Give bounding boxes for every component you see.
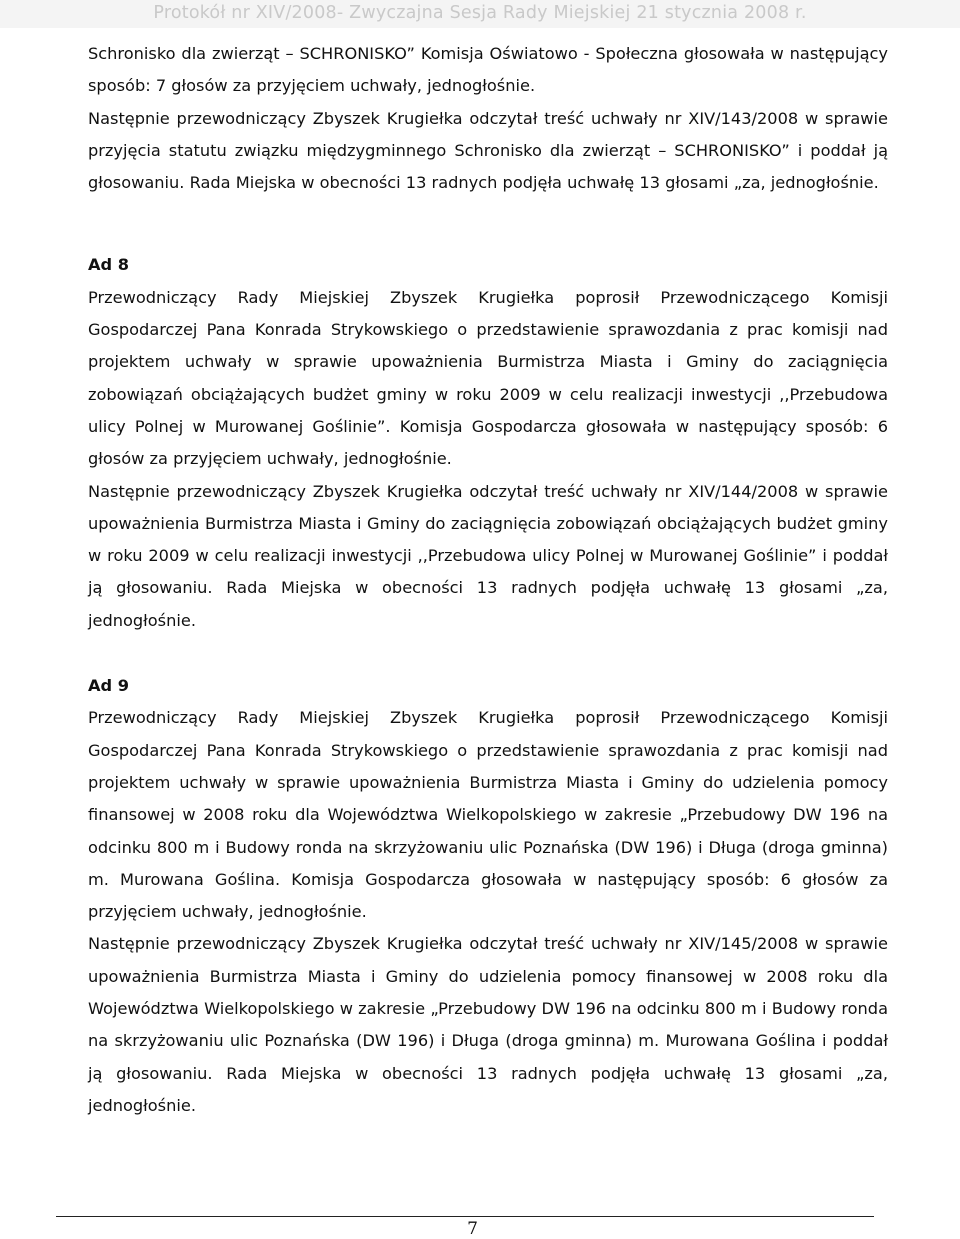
footer-divider (56, 1216, 874, 1217)
document-body (88, 38, 888, 1122)
paragraph: Następnie przewodniczący Zbyszek Krugiełka odczytał treść uchwały nr XIV/145/2008 w sprawie upoważnienia Burmistrza Miasta i Gminy do udzielenia pomocy finansowej w 2008 roku dla Województwa Wielkopolskiego w zakresie „Przebudowy DW 196 na odcinku 800 m i Budowy ronda na skrzyżowaniu ulic Poznańska (DW 196) i Długa (droga gminna) m. Murowana Goślina i poddał ją głosowaniu. Rada Miejska w obecności 13 radnych podjęła uchwałę 13 głosami „za, jednogłośnie. (88, 934, 888, 1115)
paragraph: Następnie przewodniczący Zbyszek Krugiełka odczytał treść uchwały nr XIV/144/2008 w sprawie upoważnienia Burmistrza Miasta i Gminy do zaciągnięcia zobowiązań obciążających budżet gminy w roku 2009 w celu realizacji inwestycji ,,Przebudowa ulicy Polnej w Murowanej Goślinie” i poddał ją głosowaniu. Rada Miejska w obecności 13 radnych podjęła uchwałę 13 głosami „za, jednogłośnie. (88, 481, 888, 630)
paragraph: Przewodniczący Rady Miejskiej Zbyszek Krugiełka poprosił Przewodniczącego Komisji Gospodarczej Pana Konrada Strykowskiego o przedstawienie sprawozdania z prac komisji nad projektem uchwały w sprawie upoważnienia Burmistrza Miasta i Gminy do udzielenia pomocy finansowej w 2008 roku dla Województwa Wielkopolskiego w zakresie „Przebudowy DW 196 na odcinku 800 m i Budowy ronda na skrzyżowaniu ulic Poznańska (DW 196) i Długa (droga gminna) m. Murowana Goślina. Komisja Gospodarcza głosowała w następujący sposób: 6 głosów za przyjęciem uchwały, jednogłośnie. (88, 708, 888, 922)
page-header (0, 0, 960, 28)
page-number: 7 (467, 1219, 478, 1239)
header-title: Protokół nr XIV/2008- Zwyczajna Sesja Rady Miejskiej 21 stycznia 2008 r. (153, 3, 807, 23)
section-heading-ad-9: Ad 9 (88, 676, 130, 696)
paragraph: Schronisko dla zwierząt – SCHRONISKO” Komisja Oświatowo - Społeczna głosowała w następujący sposób: 7 głosów za przyjęciem uchwały, jednogłośnie. (88, 44, 888, 96)
paragraph: Następnie przewodniczący Zbyszek Krugiełka odczytał treść uchwały nr XIV/143/2008 w sprawie przyjęcia statutu związku międzygminnego Schronisko dla zwierząt – SCHRONISKO” i poddał ją głosowaniu. Rada Miejska w obecności 13 radnych podjęła uchwałę 13 głosami „za, jednogłośnie. (88, 108, 888, 193)
section-heading-ad-8: Ad 8 (88, 255, 130, 275)
paragraph: Przewodniczący Rady Miejskiej Zbyszek Krugiełka poprosił Przewodniczącego Komisji Gospodarczej Pana Konrada Strykowskiego o przedstawienie sprawozdania z prac komisji nad projektem uchwały w sprawie upoważnienia Burmistrza Miasta i Gminy do zaciągnięcia zobowiązań obciążających budżet gminy w roku 2009 w celu realizacji inwestycji ,,Przebudowa ulicy Polnej w Murowanej Goślinie”. Komisja Gospodarcza głosowała w następujący sposób: 6 głosów za przyjęciem uchwały, jednogłośnie. (88, 287, 888, 469)
